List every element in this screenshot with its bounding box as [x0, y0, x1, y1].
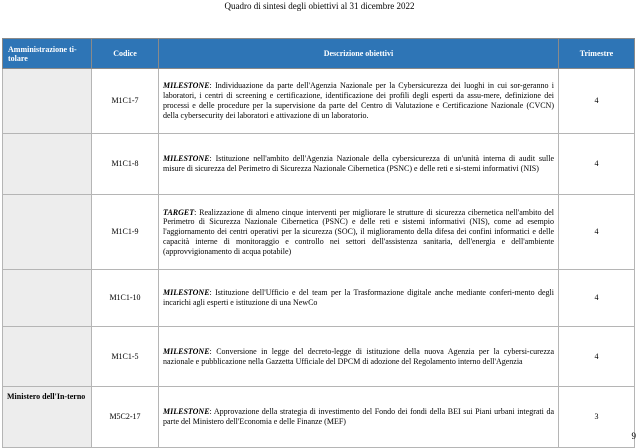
code-cell: M1C1-9 — [92, 195, 159, 270]
quarter-cell: 4 — [559, 134, 635, 195]
code-cell: M1C1-7 — [92, 69, 159, 134]
objective-kind: MILESTONE — [163, 346, 210, 356]
admin-cell — [3, 69, 92, 134]
code-cell: M1C1-8 — [92, 134, 159, 195]
objective-kind: MILESTONE — [163, 154, 210, 164]
header-admin: Amministrazione ti-tolare — [3, 39, 92, 69]
table-row — [3, 327, 635, 387]
objective-text: : Approvazione della strategia di investimento del Fondo dei fondi della BEI sui Piani urbani integrati da parte del Ministero dell'Economia e delle Finanze (MEF) — [163, 407, 554, 426]
code-cell: M1C1-10 — [92, 270, 159, 327]
description-cell — [159, 134, 559, 195]
objective-kind: TARGET — [163, 207, 195, 217]
header-quarter: Trimestre — [559, 39, 635, 69]
table-header-row — [3, 39, 635, 69]
admin-cell: Ministero dell'In-terno — [3, 387, 92, 448]
description-cell — [159, 327, 559, 387]
description-cell — [159, 387, 559, 448]
objective-kind: MILESTONE — [163, 288, 210, 298]
objectives-table — [2, 38, 635, 448]
code-cell: M5C2-17 — [92, 387, 159, 448]
description-cell — [159, 270, 559, 327]
objective-kind: MILESTONE — [163, 407, 210, 417]
document-title: Quadro di sintesi degli obiettivi al 31 dicembre 2022 — [224, 1, 415, 11]
table-row — [3, 270, 635, 327]
table-row — [3, 387, 635, 448]
code-cell: M1C1-5 — [92, 327, 159, 387]
description-cell — [159, 69, 559, 134]
quarter-cell: 4 — [559, 69, 635, 134]
admin-cell — [3, 134, 92, 195]
admin-cell — [3, 195, 92, 270]
page-number: 9 — [631, 431, 636, 441]
objective-text: : Individuazione da parte dell'Agenzia Nazionale per la Cybersicurezza dei luoghi in cui sor-geranno i laboratori, i centri di screening e certificazione, identificazione dei profili degli esperti da assu-mere, definizione dei processi e delle procedure per la supervisione da parte del Centro di Valutazione e Certificazione Nazionale (CVCN) della cybersecurity dei laboratori e attivazione di un laboratorio. — [163, 81, 554, 120]
header-description: Descrizione obiettivi — [159, 39, 559, 69]
objective-text: : Conversione in legge del decreto-legge di istituzione della nuova Agenzia per la cybersi-curezza nazionale e pubblicazione nella Gazzetta Ufficiale del DPCM di adozione del Regolamento interno dell'Agenzia — [163, 346, 554, 366]
header-code: Codice — [92, 39, 159, 69]
quarter-cell: 3 — [559, 387, 635, 448]
description-cell — [159, 195, 559, 270]
table-row — [3, 195, 635, 270]
quarter-cell: 4 — [559, 270, 635, 327]
objective-text: : Realizzazione di almeno cinque interventi per migliorare le strutture di sicurezza cibernetica nell'ambito del Perimetro di Sicurezza Nazionale Cibernetica (PSNC) e delle reti e sistemi informativi (NIS), come ad esempio l'aggiornamento dei centri operativi per la sicurezza (SOC), il miglioramento della difesa dei confini informatici e delle capacità interne di monitoraggio e controllo nei settori dell'assistenza sanitaria, dell'energia e dell'ambiente (approvvigionamento di acqua potabile) — [163, 207, 554, 256]
admin-cell — [3, 270, 92, 327]
admin-cell — [3, 327, 92, 387]
objective-kind: MILESTONE — [163, 81, 210, 91]
objective-text: : Istituzione nell'ambito dell'Agenzia Nazionale della cybersicurezza di un'unità interna di audit sulle misure di sicurezza del Perimetro di Sicurezza Nazionale Cibernetica (PSNC) e delle reti e si-stemi informativi (NIS) — [163, 154, 554, 173]
table-row — [3, 69, 635, 134]
objective-text: : Istituzione dell'Ufficio e del team per la Trasformazione digitale anche mediante conferi-mento degli incarichi agli esperti e istituzione di una NewCo — [163, 288, 554, 307]
table-row — [3, 134, 635, 195]
quarter-cell: 4 — [559, 327, 635, 387]
quarter-cell: 4 — [559, 195, 635, 270]
